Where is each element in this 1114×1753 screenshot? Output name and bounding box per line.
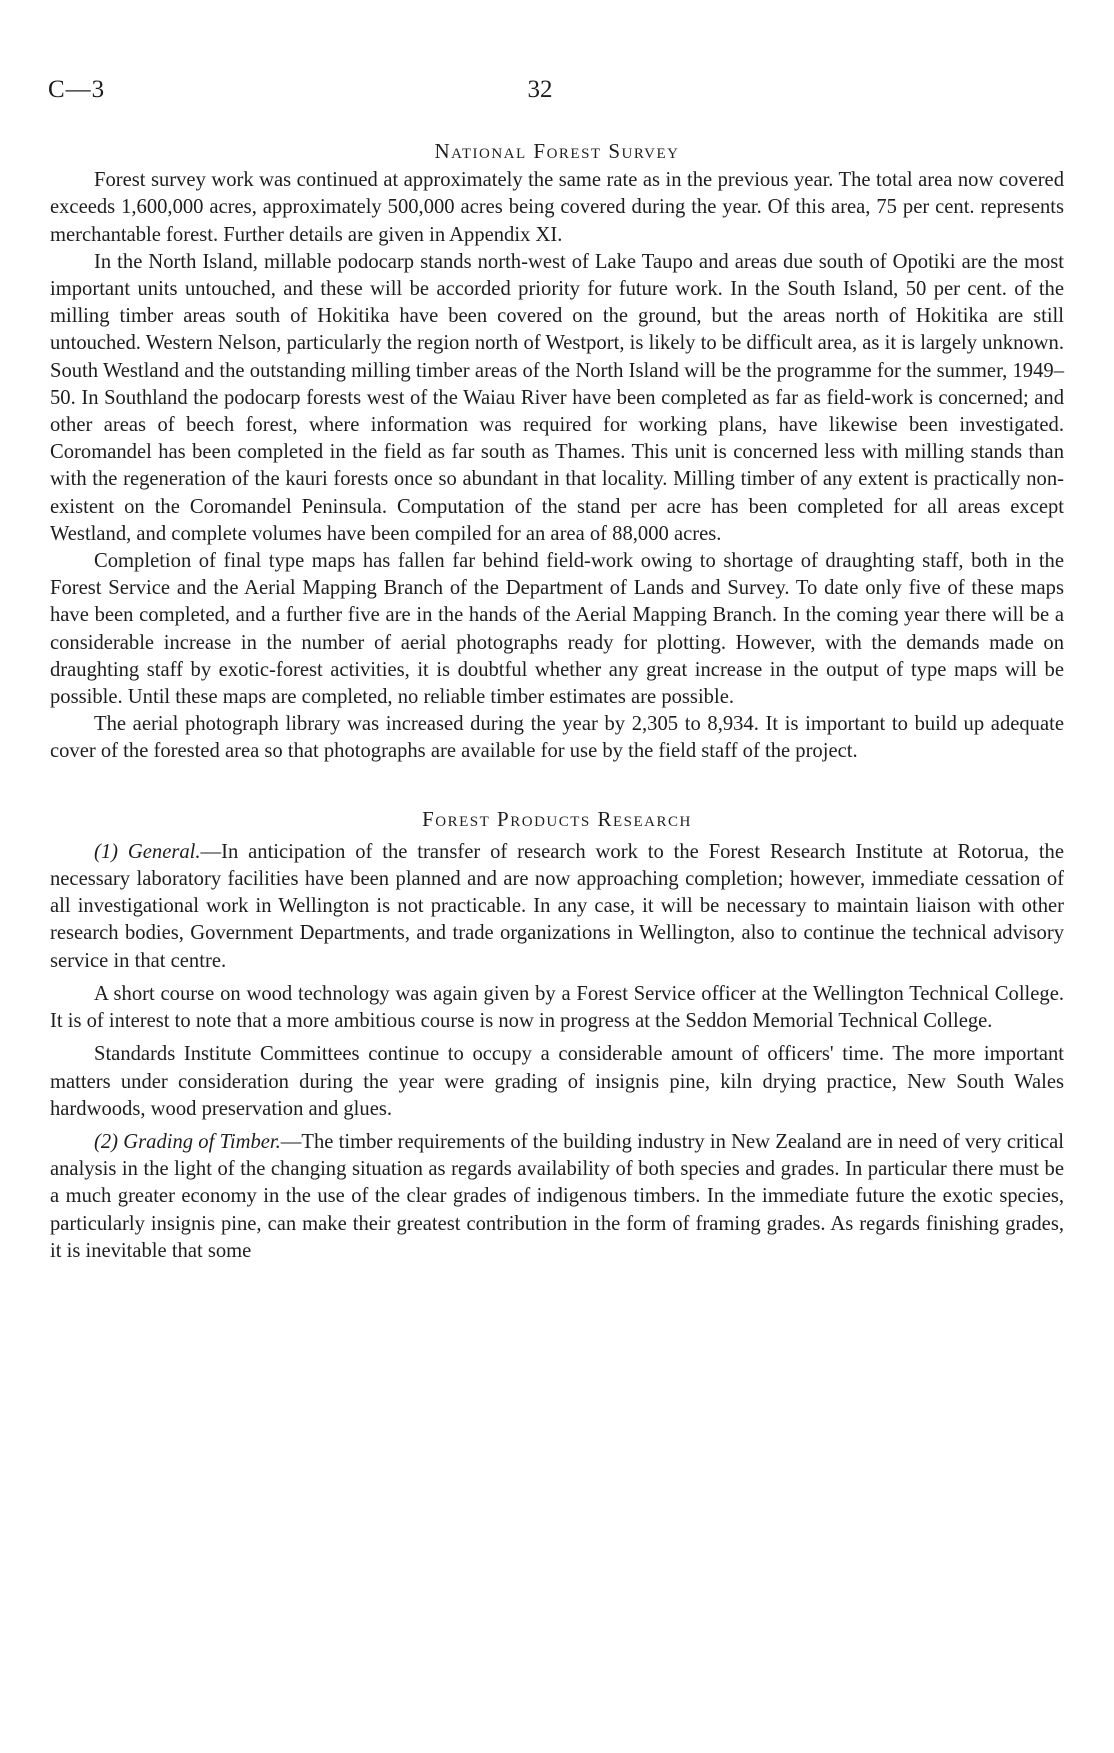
section-title-forest-products-research: Forest Products Research xyxy=(422,806,692,831)
paragraph: In the North Island, millable podocarp stands north-west of Lake Taupo and areas due south of Opotiki are the most important units untouched, and these will be accorded priority for future work. In the South Island, 50 per cent. of the milling timber areas south of Hokitika have been covered on the ground, but the areas north of Hokitika are still untouched. Western Nelson, particularly the region north of Westport, is likely to be difficult area, as it is largely unknown. South Westland and the outstanding milling timber areas of the North Island will be the programme for the summer, 1949–50. In Southland the podocarp forests west of the Waiau River have been completed as far as field-work is concerned; and other areas of beech forest, where information was required for working plans, have likewise been investigated. Coromandel has been completed in the field as far south as Thames. This unit is concerned less with milling stands than with the regeneration of the kauri forests once so abundant in that locality. Milling timber of any extent is practically non-existent on the Coromandel Peninsula. Computation of the stand per acre has been completed for all areas except Westland, and complete volumes have been compiled for an area of 88,000 acres. xyxy=(50,250,1064,545)
paragraph: Forest survey work was continued at approximately the same rate as in the previous year. The total area now covered exceeds 1,600,000 acres, approximately 500,000 acres being covered during the year. Of this area, 75 per cent. represents merchantable forest. Further details are given in Appendix XI. xyxy=(50,169,1064,246)
paragraph: The aerial photograph library was increased during the year by 2,305 to 8,934. It is important to build up adequate cover of the forested area so that photographs are available for use by the field staff of the project. xyxy=(50,713,1064,763)
paragraph-general xyxy=(50,839,1064,975)
paragraph-lead-general: (1) General. xyxy=(94,840,201,863)
page-number: 32 xyxy=(527,76,553,103)
parliamentary-paper-reference: C—3 xyxy=(48,76,106,103)
paragraph-text: —The timber requirements of the building industry in New Zealand are in need of very critical analysis in the light of the changing situation as regards availability of both species and grades. In particular there must be a much greater economy in the use of the clear grades of indigenous timbers. In the immediate future the exotic species, particularly insignis pine, can make their greatest contribution in the form of framing grades. As regards finishing grades, it is inevitable that some xyxy=(50,1130,1064,1262)
body-text xyxy=(50,138,1064,1265)
paragraph-text: —In anticipation of the transfer of research work to the Forest Research Institute at Rotorua, the necessary laboratory facilities have been planned and are now approaching completion; however, immediate cessation of all investigational work in Wellington is not practicable. In any case, it will be necessary to maintain liaison with other research bodies, Government Departments, and trade organizations in Wellington, also to continue the technical advisory service in that centre. xyxy=(50,840,1064,972)
page-header xyxy=(48,76,1062,110)
paragraph-grading-of-timber xyxy=(50,1129,1064,1265)
paragraph: Completion of final type maps has fallen far behind field-work owing to shortage of draughting staff, both in the Forest Service and the Aerial Mapping Branch of the Department of Lands and Survey. To date only five of these maps have been completed, and a further five are in the hands of the Aerial Mapping Branch. In the coming year there will be a considerable increase in the number of aerial photographs ready for plotting. However, with the demands made on draughting staff by exotic-forest activities, it is doubtful whether any great increase in the output of type maps will be possible. Until these maps are completed, no reliable timber estimates are possible. xyxy=(50,550,1064,709)
section-title-national-forest-survey: National Forest Survey xyxy=(434,139,680,163)
paragraph: A short course on wood technology was again given by a Forest Service officer at the Wellington Technical College. It is of interest to note that a more ambitious course is now in progress at the Seddon Memorial Technical College. xyxy=(50,982,1064,1033)
paragraph-lead-grading: (2) Grading of Timber. xyxy=(94,1130,281,1153)
paragraph: Standards Institute Committees continue to occupy a considerable amount of officers' time. The more important matters under consideration during the year were grading of insignis pine, kiln drying practice, New South Wales hardwoods, wood preservation and glues. xyxy=(50,1043,1064,1120)
